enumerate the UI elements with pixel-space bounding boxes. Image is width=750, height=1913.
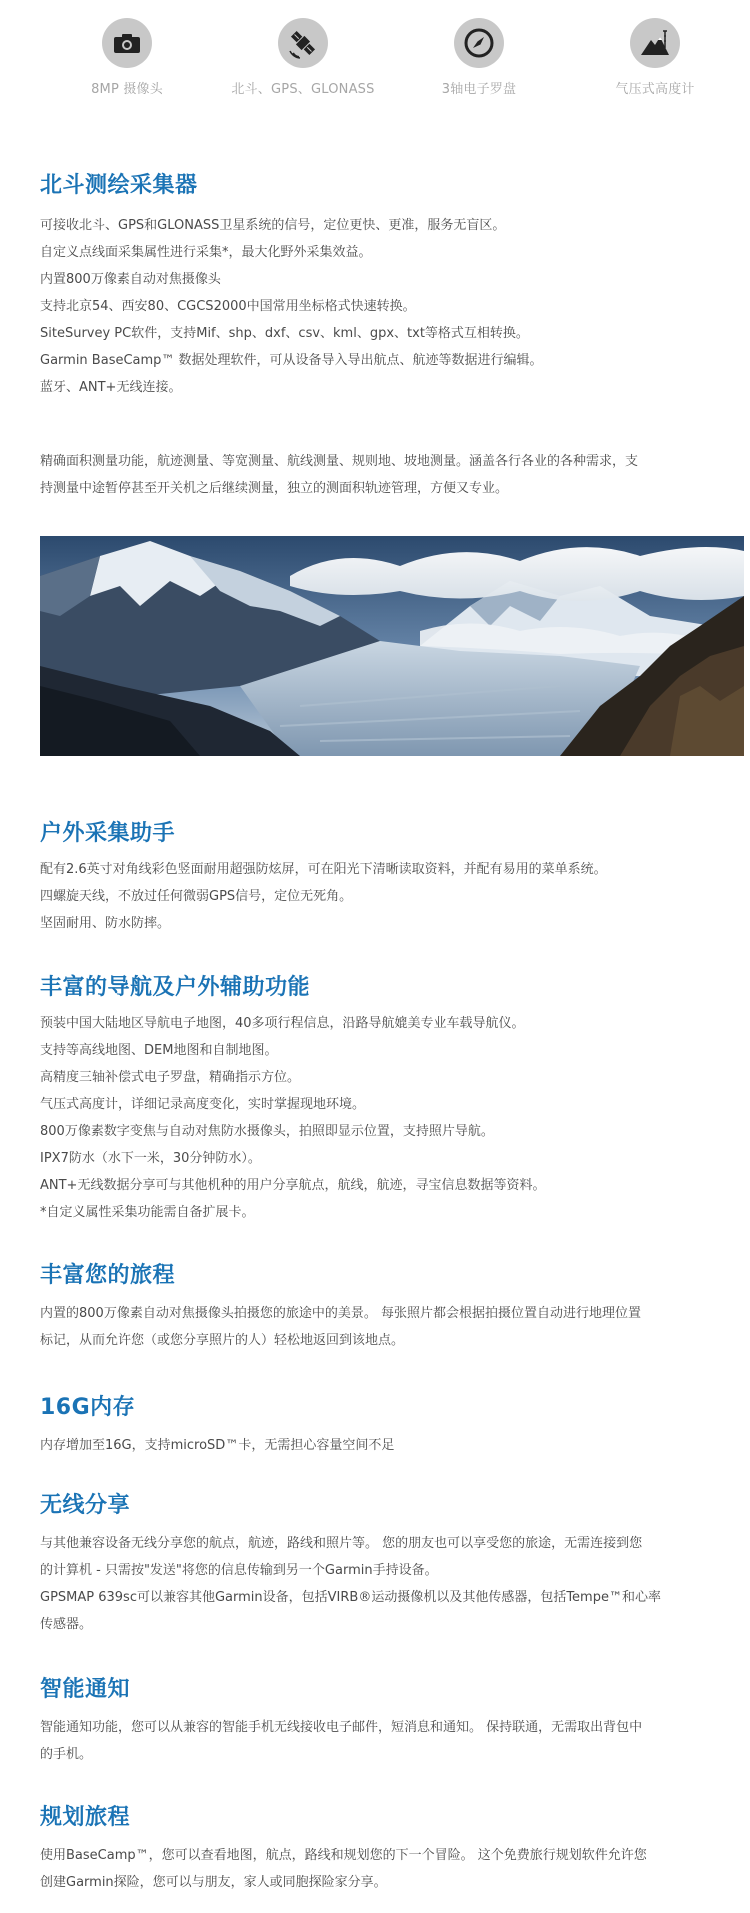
notify-line: 的手机。 xyxy=(40,1747,93,1762)
section-body-notify xyxy=(40,1714,740,1768)
feature-label-compass: 3轴电子罗盘 xyxy=(441,82,517,97)
feature-label-camera: 8MP 摄像头 xyxy=(91,82,163,97)
camera-icon xyxy=(102,18,152,68)
feature-altimeter xyxy=(565,18,745,97)
beidou-line: 自定义点线面采集属性进行采集*，最大化野外采集效益。 xyxy=(40,245,372,260)
wireless-line: 传感器。 xyxy=(40,1617,93,1632)
feature-camera xyxy=(37,18,217,97)
outdoor-line: 四螺旋天线，不放过任何微弱GPS信号，定位无死角。 xyxy=(40,889,353,904)
memory-line: 内存增加至16G，支持microSD™卡，无需担心容量空间不足 xyxy=(40,1438,395,1453)
notify-line: 智能通知功能，您可以从兼容的智能手机无线接收电子邮件，短消息和通知。 保持联通，无需取出背包中 xyxy=(40,1720,643,1735)
journey-line: 标记，从而允许您（或您分享照片的人）轻松地返回到该地点。 xyxy=(40,1333,405,1348)
section-title-outdoor: 户外采集助手 xyxy=(40,821,176,846)
section-title-journey: 丰富您的旅程 xyxy=(40,1263,176,1288)
navigation-line: 预装中国大陆地区导航电子地图，40多项行程信息，沿路导航媲美专业车载导航仪。 xyxy=(40,1016,525,1031)
beidou-line: 蓝牙、ANT+无线连接。 xyxy=(40,380,182,395)
section-title-navigation: 丰富的导航及户外辅助功能 xyxy=(40,975,311,1000)
area-measure-line: 持测量中途暂停甚至开关机之后继续测量，独立的测面积轨迹管理，方便又专业。 xyxy=(40,481,509,496)
section-title-wireless: 无线分享 xyxy=(40,1493,131,1518)
journey-line: 内置的800万像素自动对焦摄像头拍摄您的旅途中的美景。 每张照片都会根据拍摄位置自动进行地理位置 xyxy=(40,1306,641,1321)
beidou-line: SiteSurvey PC软件，支持Mif、shp、dxf、csv、kml、gpx、txt等格式互相转换。 xyxy=(40,326,529,341)
outdoor-line: 配有2.6英寸对角线彩色竖面耐用超强防炫屏，可在阳光下清晰读取资料，并配有易用的菜单系统。 xyxy=(40,862,607,877)
beidou-line: 支持北京54、西安80、CGCS2000中国常用坐标格式快速转换。 xyxy=(40,299,416,314)
section-title-notify: 智能通知 xyxy=(40,1677,131,1702)
section-body-plan xyxy=(40,1842,740,1896)
altimeter-icon xyxy=(630,18,680,68)
area-measure-paragraph xyxy=(40,448,740,502)
feature-satellite xyxy=(213,18,393,97)
feature-compass xyxy=(389,18,569,97)
section-title-memory: 16G内存 xyxy=(40,1395,136,1420)
section-body-memory xyxy=(40,1432,740,1459)
section-body-beidou xyxy=(40,212,740,401)
navigation-line: ANT+无线数据分享可与其他机种的用户分享航点，航线，航迹，寻宝信息数据等资料。 xyxy=(40,1178,546,1193)
wireless-line: 的计算机 - 只需按"发送"将您的信息传输到另一个Garmin手持设备。 xyxy=(40,1563,438,1578)
wireless-line: GPSMAP 639sc可以兼容其他Garmin设备，包括VIRB®运动摄像机以及其他传感器，包括Tempe™和心率 xyxy=(40,1590,661,1605)
area-measure-line: 精确面积测量功能，航迹测量、等宽测量、航线测量、规则地、坡地测量。涵盖各行各业的各种需求，支 xyxy=(40,454,639,469)
compass-icon xyxy=(454,18,504,68)
section-title-beidou: 北斗测绘采集器 xyxy=(40,173,198,198)
feature-label-altimeter: 气压式高度计 xyxy=(615,82,695,97)
beidou-line: 可接收北斗、GPS和GLONASS卫星系统的信号，定位更快、更准，服务无盲区。 xyxy=(40,218,506,233)
beidou-line: Garmin BaseCamp™ 数据处理软件，可从设备导入导出航点、航迹等数据进行编辑。 xyxy=(40,353,543,368)
satellite-icon xyxy=(278,18,328,68)
section-body-outdoor xyxy=(40,856,740,937)
section-body-journey xyxy=(40,1300,740,1354)
section-body-wireless xyxy=(40,1530,740,1638)
navigation-line: 高精度三轴补偿式电子罗盘，精确指示方位。 xyxy=(40,1070,301,1085)
outdoor-line: 坚固耐用、防水防摔。 xyxy=(40,916,171,931)
beidou-line: 内置800万像素自动对焦摄像头 xyxy=(40,272,221,287)
section-title-plan: 规划旅程 xyxy=(40,1805,131,1830)
section-body-navigation xyxy=(40,1010,740,1226)
navigation-line: 支持等高线地图、DEM地图和自制地图。 xyxy=(40,1043,278,1058)
glacier-landscape-photo xyxy=(40,536,744,756)
navigation-line: 气压式高度计，详细记录高度变化，实时掌握现地环境。 xyxy=(40,1097,366,1112)
navigation-line: 800万像素数字变焦与自动对焦防水摄像头，拍照即显示位置，支持照片导航。 xyxy=(40,1124,494,1139)
wireless-line: 与其他兼容设备无线分享您的航点，航迹，路线和照片等。 您的朋友也可以享受您的旅途，无需连接到您 xyxy=(40,1536,643,1551)
plan-line: 创建Garmin探险，您可以与朋友，家人或同胞探险家分享。 xyxy=(40,1875,387,1890)
feature-label-satellite: 北斗、GPS、GLONASS xyxy=(231,82,375,97)
feature-icons-row xyxy=(0,0,750,110)
plan-line: 使用BaseCamp™，您可以查看地图，航点，路线和规划您的下一个冒险。 这个免费旅行规划软件允许您 xyxy=(40,1848,647,1863)
navigation-line: IPX7防水（水下一米，30分钟防水）。 xyxy=(40,1151,261,1166)
navigation-line: *自定义属性采集功能需自备扩展卡。 xyxy=(40,1205,255,1220)
